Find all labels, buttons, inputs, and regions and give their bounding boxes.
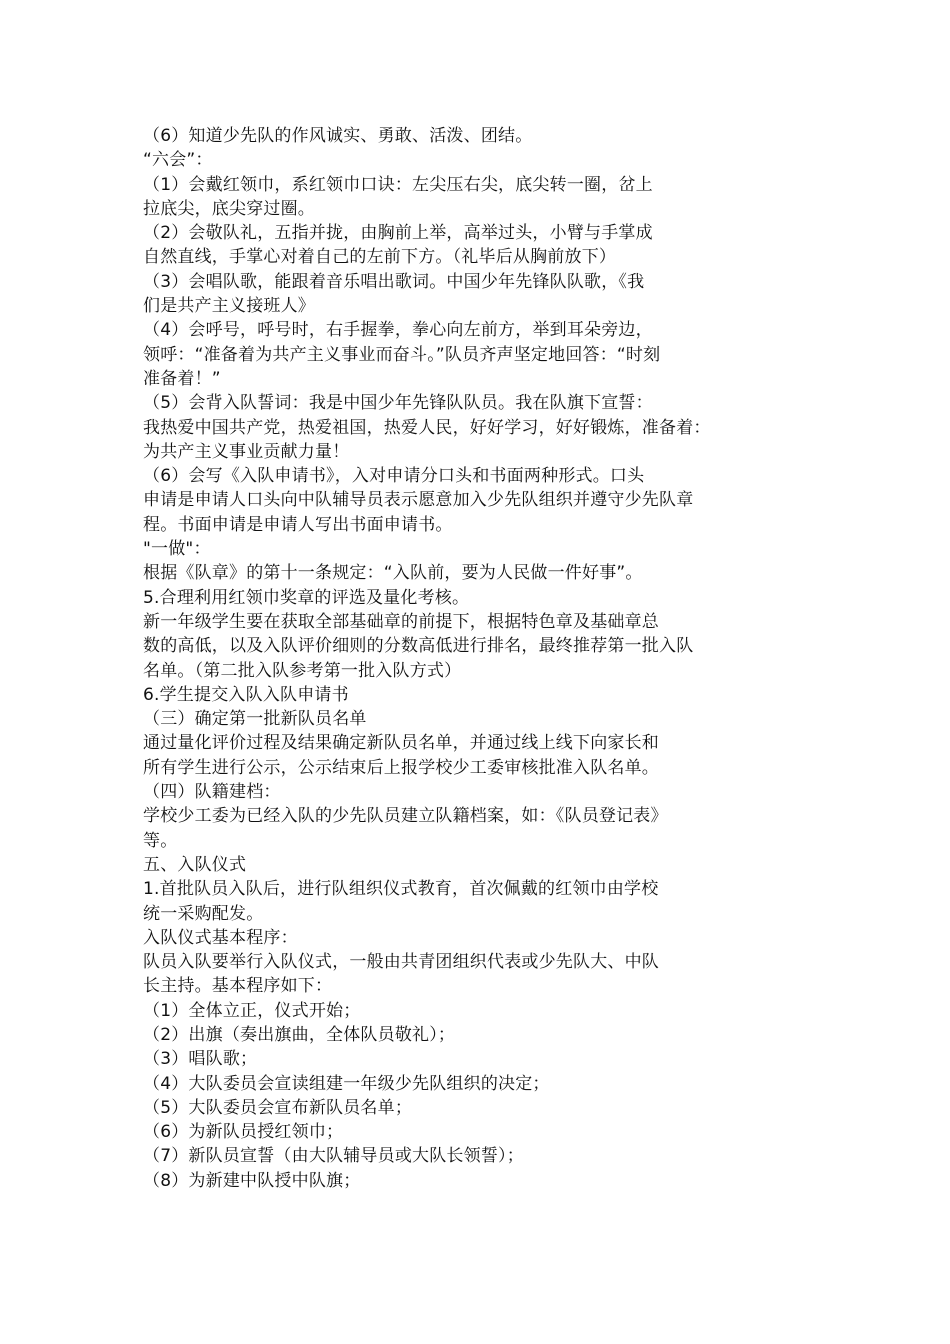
text-line: （6）知道少先队的作风诚实、勇敢、活泼、团结。 — [143, 126, 533, 146]
text-line: 程。书面申请是申请人写出书面申请书。 — [143, 514, 453, 535]
text-line: （5）会背入队誓词：我是中国少年先锋队队员。我在队旗下宣誓： — [143, 393, 653, 414]
list-item: （8）为新建中队授中队旗； — [143, 1170, 361, 1191]
document-body — [143, 124, 783, 1193]
text-line: 自然直线，手掌心对着自己的左前下方。（礼毕后从胸前放下） — [143, 247, 617, 268]
text-line: 数的高低，以及入队评价细则的分数高低进行排名，最终推荐第一批入队 — [143, 636, 694, 657]
text-line: 1.首批队员入队后，进行队组织仪式教育，首次佩戴的红领巾由学校 — [143, 879, 659, 900]
text-line: 我热爱中国共产党，热爱祖国，热爱人民，好好学习，好好锻炼，准备着： — [143, 417, 711, 438]
text-line: 根据《队章》的第十一条规定：“入队前，要为人民做一件好事”。 — [143, 563, 643, 584]
list-item: （5）大队委员会宣布新队员名单； — [143, 1097, 413, 1118]
text-line: （4）会呼号，呼号时，右手握拳，拳心向左前方，举到耳朵旁边， — [143, 320, 653, 341]
list-item: （3）唱队歌； — [143, 1049, 258, 1070]
text-line: 名单。（第二批入队参考第一批入队方式） — [143, 660, 462, 681]
text-line: 申请是申请人口头向中队辅导员表示愿意加入少先队组织并遵守少先队章 — [143, 490, 694, 511]
text-line: 统一采购配发。 — [143, 903, 264, 924]
text-line: 等。 — [143, 830, 178, 851]
text-line: 拉底尖，底尖穿过圈。 — [143, 198, 315, 219]
text-line: （2）会敬队礼，五指并拢，由胸前上举，高举过头，小臂与手掌成 — [143, 223, 653, 244]
text-line: 长主持。基本程序如下： — [143, 976, 333, 997]
list-item: （4）大队委员会宣读组建一年级少先队组织的决定； — [143, 1073, 550, 1094]
section-heading: 五、入队仪式 — [143, 854, 247, 875]
text-line: 队员入队要举行入队仪式，一般由共青团组织代表或少先队大、中队 — [143, 952, 659, 973]
section-heading: （三）确定第一批新队员名单 — [143, 709, 367, 730]
section-heading: 6.学生提交入队入队申请书 — [143, 684, 349, 705]
text-line: （6）会写《入队申请书》，入对申请分口头和书面两种形式。口头 — [143, 466, 645, 487]
list-item: （7）新队员宣誓（由大队辅导员或大队长领誓）； — [143, 1146, 524, 1167]
list-item: （1）全体立正，仪式开始； — [143, 1000, 361, 1021]
section-heading: "一做"： — [143, 539, 211, 560]
text-line: 们是共产主义接班人》 — [143, 296, 315, 317]
text-line: 所有学生进行公示，公示结束后上报学校少工委审核批准入队名单。 — [143, 757, 659, 778]
list-item: （2）出旗（奏出旗曲，全体队员敬礼）； — [143, 1024, 456, 1045]
text-line: 领呼：“准备着为共产主义事业而奋斗。”队员齐声坚定地回答：“时刻 — [143, 344, 661, 365]
section-heading: 入队仪式基本程序： — [143, 927, 298, 948]
list-item: （6）为新队员授红领巾； — [143, 1122, 344, 1143]
text-line: 准备着！” — [143, 368, 221, 389]
text-line: 学校少工委为已经入队的少先队员建立队籍档案，如：《队员登记表》 — [143, 806, 668, 827]
section-heading: 5.合理利用红领巾奖章的评选及量化考核。 — [143, 587, 470, 608]
text-line: 为共产主义事业贡献力量！ — [143, 441, 350, 462]
text-line: （3）会唱队歌，能跟着音乐唱出歌词。中国少年先锋队队歌，《我 — [143, 271, 645, 292]
section-heading: “六会”： — [143, 150, 213, 171]
section-heading: （四）队籍建档： — [143, 782, 281, 803]
text-line: 通过量化评价过程及结果确定新队员名单，并通过线上线下向家长和 — [143, 733, 659, 754]
text-line: 新一年级学生要在获取全部基础章的前提下，根据特色章及基础章总 — [143, 611, 659, 632]
text-line: （1）会戴红领巾，系红领巾口诀：左尖压右尖，底尖转一圈，岔上 — [143, 174, 653, 195]
